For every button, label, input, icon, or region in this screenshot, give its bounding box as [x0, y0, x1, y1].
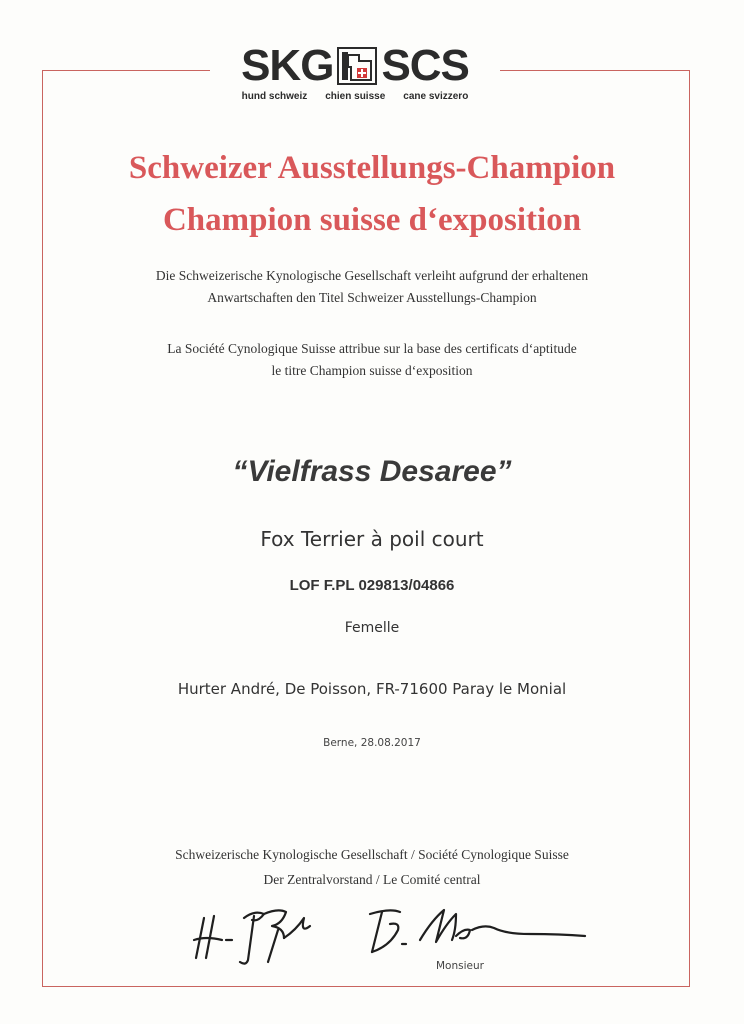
intro-german-line1: Die Schweizerische Kynologische Gesellschaft verleiht aufgrund der erhaltenen [155, 268, 589, 283]
logo-subtitle-de: hund schweiz [241, 91, 308, 102]
place-date: Berne, 28.08.2017 [323, 737, 421, 749]
intro-french-line2: le titre Champion suisse d‘exposition [271, 363, 473, 378]
intro-french-line1: La Société Cynologique Suisse attribue sur la base des certificats d‘aptitude [167, 341, 577, 356]
dog-breed: Fox Terrier à poil court [260, 527, 484, 551]
signature-left [192, 900, 322, 970]
dog-sex: Femelle [344, 620, 400, 636]
skg-scs-logo [210, 42, 500, 112]
owner-address: Hurter André, De Poisson, FR-71600 Paray le Monial [177, 680, 567, 698]
signatory-title: Monsieur [436, 960, 506, 972]
intro-german-line2: Anwartschaften den Titel Schweizer Ausstellungs-Champion [207, 290, 537, 305]
logo-skg-text: SKG [241, 41, 334, 90]
title-french: Champion suisse d‘exposition [162, 202, 582, 238]
signature-right [360, 900, 590, 960]
logo-subtitle-it: cane svizzero [403, 91, 469, 102]
footer-committee: Der Zentralvorstand / Le Comité central [263, 872, 481, 887]
intro-german [0, 265, 744, 309]
footer-organization: Schweizerische Kynologische Gesellschaft / Société Cynologique Suisse [175, 847, 569, 862]
intro-french [0, 338, 744, 382]
logo-subtitles [210, 91, 500, 102]
logo-subtitle-fr: chien suisse [325, 91, 386, 102]
title-german: Schweizer Ausstellungs-Champion [128, 150, 616, 186]
registration-number: LOF F.PL 029813/04866 [289, 577, 455, 594]
logo-scs-text: SCS [381, 41, 469, 90]
dog-name: “Vielfrass Desaree” [232, 455, 512, 488]
dog-emblem-icon [337, 47, 377, 85]
